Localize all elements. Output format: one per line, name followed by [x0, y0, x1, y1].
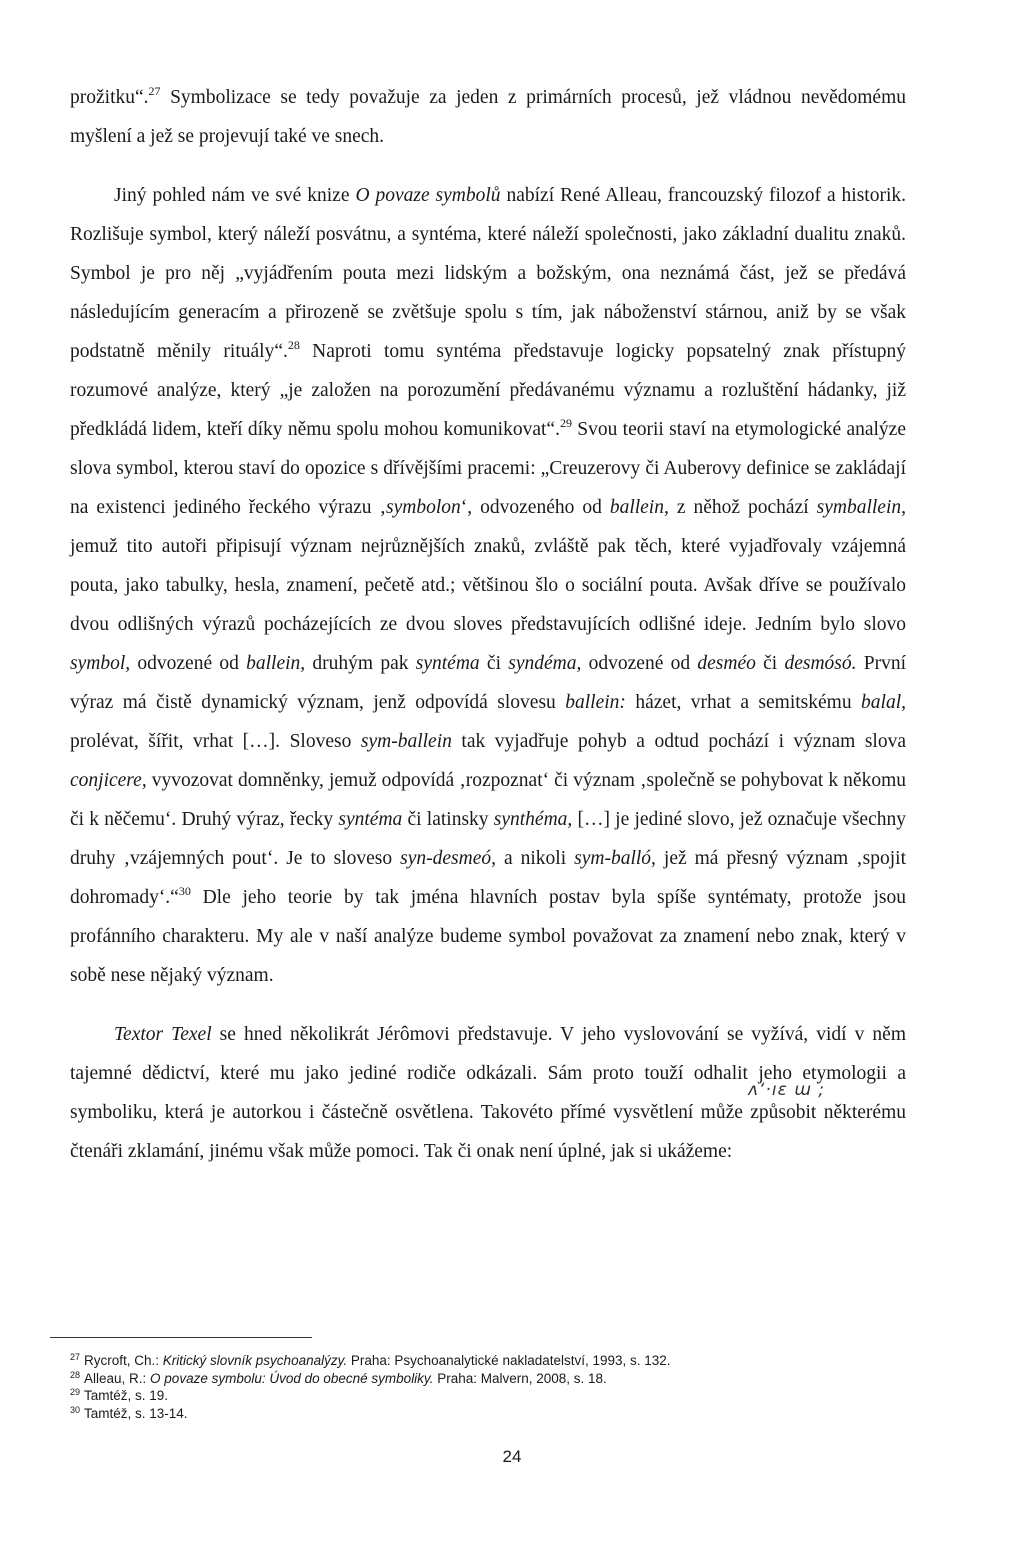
term: conjicere, [70, 770, 147, 791]
footnote-ref-27[interactable]: 27 [148, 84, 161, 98]
term: ballein: [565, 692, 626, 713]
footnotes [70, 1352, 930, 1422]
footnote-number: 28 [70, 1369, 81, 1380]
term: syndéma, [508, 653, 582, 674]
text-run: ‘, odvozeného od [460, 497, 610, 518]
term: symballein, [816, 497, 906, 518]
text-run: nabízí René Alleau, francouzský filozof a historik. Rozlišuje symbol, který náleží posvátnu, a syntéma, které náleží společnosti, jako základní dualitu znaků. Symbol je pro něj „vyjádřením pouta mezi lidským a božským, ona neznámá část, jež se předává následujícím generacím a přirozeně se zvětšuje spolu s tím, jak náboženství stárnou, aniž by se však podstatně měnily rituály“. [70, 185, 907, 362]
text-run: První výraz má čistě dynamický význam, jenž odpovídá slovesu [70, 653, 907, 713]
paragraph-1 [70, 78, 906, 156]
term: syn-desmeó, [400, 848, 496, 869]
text-run: Symbolizace se tedy považuje za jeden z primárních procesů, jež vládnou nevědomému myšlení a jež se projevují také ve snech. [70, 87, 906, 147]
paragraph-2 [70, 176, 906, 995]
text-run: druhým pak [305, 653, 416, 674]
text-run: Dle jeho teorie by tak jména hlavních postav byla spíše syntématy, protože jsou profánního charakteru. My ale v naší analýze budeme symbol považovat za znamení nebo znak, který v sobě nese nějaký význam. [70, 887, 906, 986]
text-run: či [479, 653, 509, 674]
term: sym-ballein [360, 731, 452, 752]
text-run: […] je jediné slovo, jež označuje všechny druhy ‚vzájemných pout‘. Je to sloveso [70, 809, 906, 869]
term: desméo [697, 653, 756, 674]
term: ballein, [609, 497, 669, 518]
footnote-number: 27 [70, 1352, 81, 1362]
footnote-29 [70, 1387, 930, 1405]
term: synthéma, [493, 809, 573, 830]
page-number: 24 [502, 1447, 522, 1466]
text-run: jež má přesný význam ‚spojit dohromady‘.“ [70, 848, 906, 908]
body-text [70, 78, 906, 1171]
term: symbolon [386, 497, 461, 518]
text-run: prožitku“. [70, 87, 149, 108]
text-run: tak vyjadřuje pohyb a odtud pochází i význam slova [451, 731, 906, 752]
text-run: Naproti tomu syntéma představuje logicky popsatelný znak přístupný rozumové analýze, který „je založen na porozumění předávanému významu a rozluštění hádanky, již předkládá lidem, kteří díky němu spolu mohou komunikovat“. [70, 341, 906, 440]
text-run: Svou teorii staví na etymologické analýze slova symbol, kterou staví do opozice s dřívějšími pracemi: „Creuzerovy či Auberovy definice se zakládají na existenci jediného řeckého výrazu ‚ [70, 419, 906, 518]
footnote-ref-30[interactable]: 30 [178, 884, 191, 898]
footnote-text: Praha: Psychoanalytické nakladatelství, 1993, s. 132. [347, 1353, 671, 1368]
text-run: odvozené od [581, 653, 698, 674]
term: syntéma [415, 653, 480, 674]
text-run: vyvozovat domněnky, jemuž odpovídá ‚rozpoznat‘ či význam ‚společně se pohybovat k někomu či k něčemu‘. Druhý výraz, řecky [70, 770, 906, 830]
text-run: či latinsky [402, 809, 494, 830]
footnote-ref-29[interactable]: 29 [559, 416, 572, 430]
footnote-ref-28[interactable]: 28 [287, 338, 300, 352]
footnote-title: O povaze symbolu: Úvod do obecné symboliky. [150, 1370, 434, 1386]
footnote-number: 29 [70, 1387, 81, 1397]
footnote-28 [70, 1370, 930, 1388]
text-run: Jiný pohled nám ve své knize [114, 185, 356, 206]
term: symbol, [70, 653, 131, 674]
text-run: prolévat, šířit, vrhat […]. Sloveso [70, 731, 361, 752]
text-run: a nikoli [495, 848, 575, 869]
term: syntéma [338, 809, 403, 830]
text-run: či [755, 653, 785, 674]
footnote-text: Tamtéž, s. 19. [84, 1388, 169, 1403]
footnote-text: Rycroft, Ch.: [84, 1353, 163, 1368]
footnote-number: 30 [70, 1404, 81, 1415]
text-run: z něhož pochází [668, 497, 817, 518]
term: balal, [861, 692, 906, 713]
term: ballein, [246, 653, 306, 674]
handwritten-annotation: ʌ‘·ıɛ ɯ ; [748, 1080, 825, 1100]
text-run: odvozené od [130, 653, 247, 674]
book-title: Textor Texel [114, 1024, 212, 1045]
text-run: házet, vrhat a semitskému [625, 692, 862, 713]
term: desmósó. [784, 653, 857, 674]
term: sym-balló, [574, 848, 656, 869]
footnote-text: Alleau, R.: [84, 1370, 151, 1386]
footnote-title: Kritický slovník psychoanalýzy. [162, 1353, 348, 1368]
footnote-separator [50, 1337, 312, 1338]
footnote-30 [70, 1405, 930, 1423]
footnote-text: Praha: Malvern, 2008, s. 18. [433, 1370, 607, 1386]
text-run: se hned několikrát Jérômovi představuje. V jeho vyslovování se vyžívá, vidí v něm tajemné dědictví, které mu jako jediné rodiče odkázali. Sám proto touží odhalit jeho etymologii a symboliku, která je autorkou i částečně osvětlena. Takovéto přímé vysvětlení může způsobit některému čtenáři zklamání, jinému však může pomoci. Tak či onak není úplné, jak si ukážeme: [70, 1024, 906, 1162]
text-run: jemuž tito autoři připisují význam nejrůznějších znaků, zvláště pak těch, které vyjadřovaly vzájemná pouta, jako tabulky, hesla, znamení, pečetě atd.; většinou šlo o sociální pouta. Avšak dříve se používalo dvou odlišných výrazů pocházejících ze dvou sloves představujících odlišné ideje. Jedním bylo slovo [70, 536, 906, 635]
book-title: O povaze symbolů [355, 185, 501, 206]
footnote-text: Tamtéž, s. 13-14. [84, 1405, 188, 1421]
footnote-27 [70, 1352, 930, 1370]
